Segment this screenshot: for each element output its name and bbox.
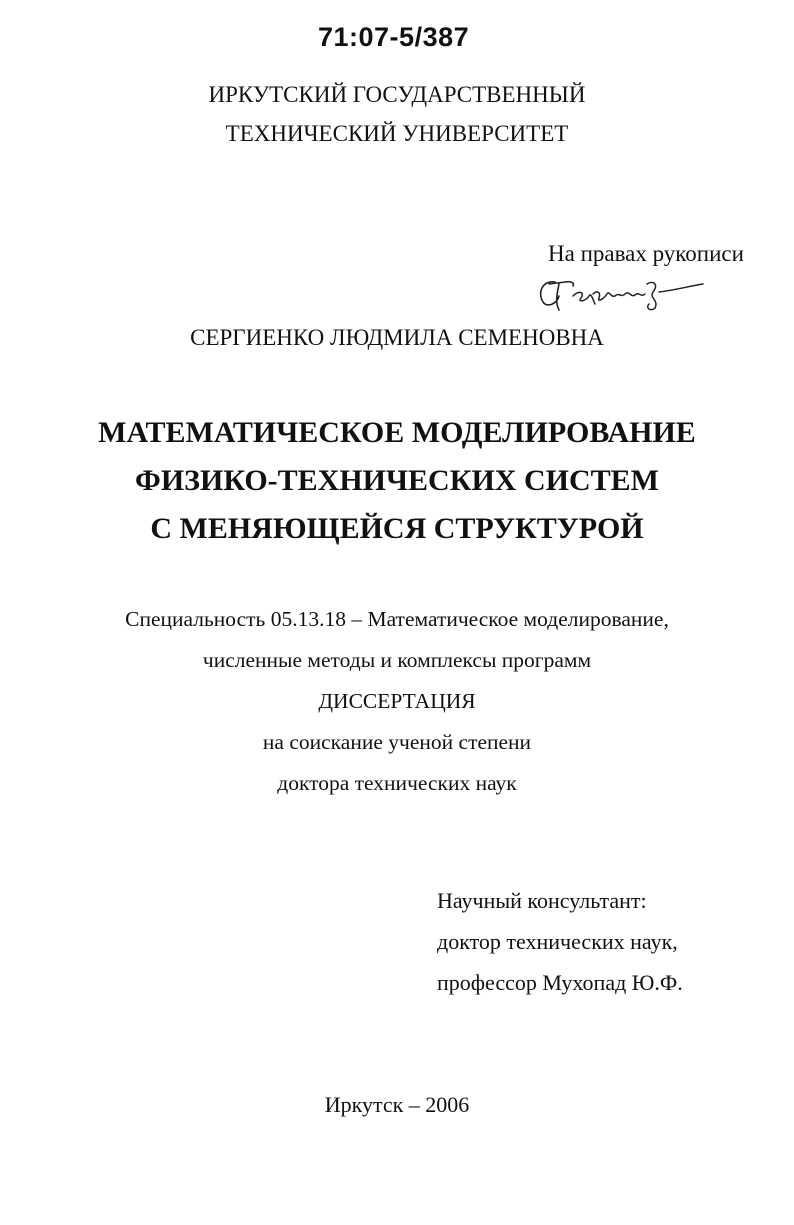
author-name: СЕРГИЕНКО ЛЮДМИЛА СЕМЕНОВНА: [190, 325, 604, 350]
university-name-line2: ТЕХНИЧЕСКИЙ УНИВЕРСИТЕТ: [225, 121, 569, 146]
title-line2: ФИЗИКО-ТЕХНИЧЕСКИХ СИСТЕМ: [135, 464, 659, 497]
university-name-line1: ИРКУТСКИЙ ГОСУДАРСТВЕННЫЙ: [208, 82, 586, 107]
title-line3: С МЕНЯЮЩЕЙСЯ СТРУКТУРОЙ: [150, 512, 644, 545]
consultant-degree: доктор технических наук,: [437, 929, 678, 954]
rights-note: На правах рукописи: [548, 241, 744, 266]
author-signature: [535, 270, 710, 315]
consultant-name: профессор Мухопад Ю.Ф.: [437, 970, 683, 995]
specialty-line1: Специальность 05.13.18 – Математическое моделирование,: [125, 607, 669, 631]
place-year: Иркутск – 2006: [324, 1092, 470, 1117]
consultant-label: Научный консультант:: [437, 888, 647, 913]
library-stamp-code: 71:07-5/387: [318, 22, 470, 52]
degree-line2: доктора технических наук: [277, 771, 517, 795]
work-type: ДИССЕРТАЦИЯ: [318, 689, 476, 713]
title-line1: МАТЕМАТИЧЕСКОЕ МОДЕЛИРОВАНИЕ: [98, 416, 696, 449]
degree-line1: на соискание ученой степени: [262, 730, 532, 754]
specialty-line2: численные методы и комплексы программ: [202, 648, 592, 672]
